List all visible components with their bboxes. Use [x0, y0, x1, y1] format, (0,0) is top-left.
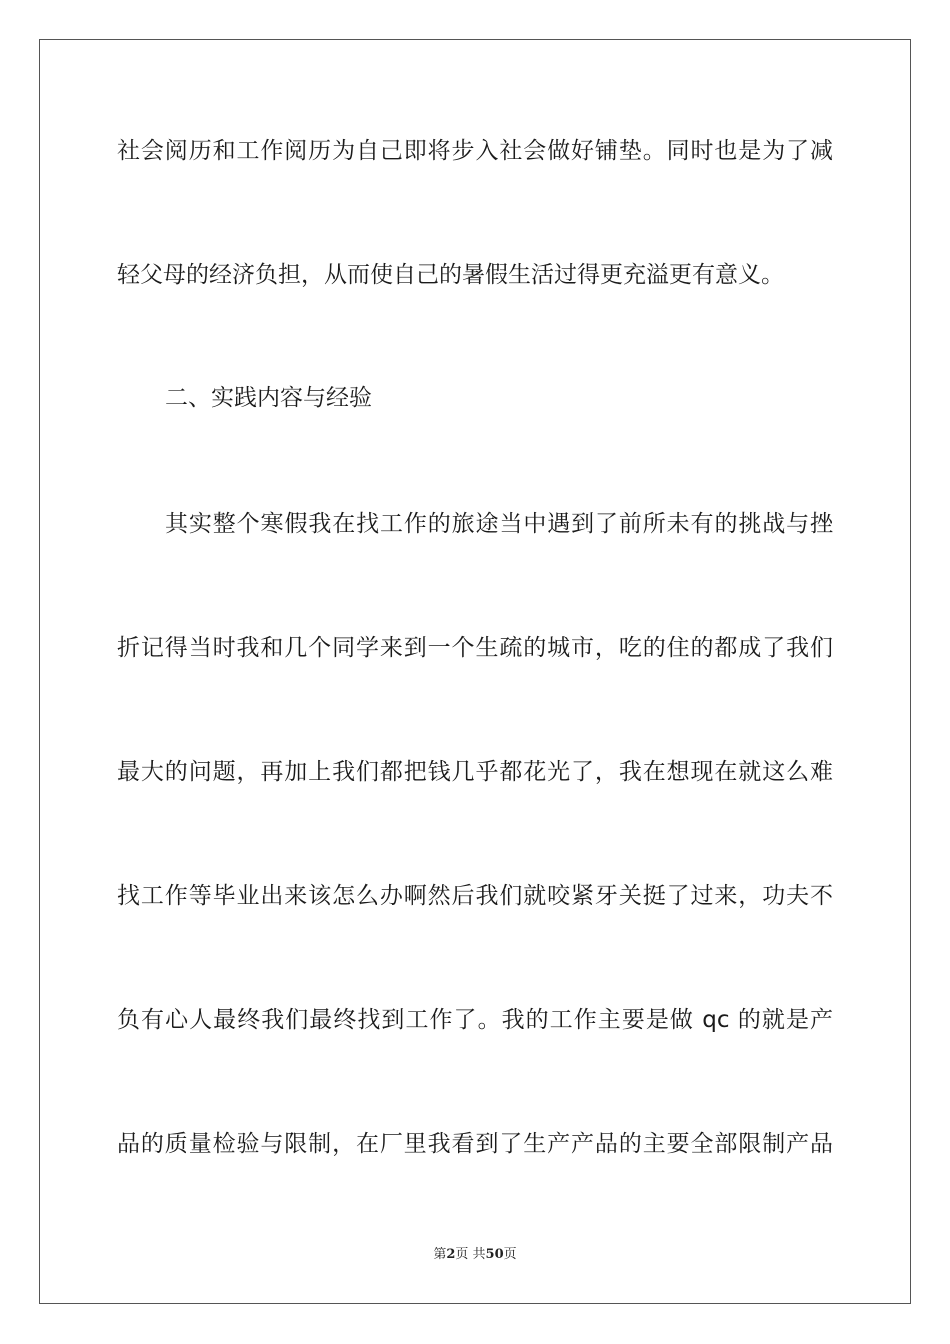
page-number-mid: 页 共: [455, 1247, 486, 1262]
body-text-line: 折记得当时我和几个同学来到一个生疏的城市，吃的住的都成了我们: [117, 635, 833, 661]
body-text-line: 负有心人最终我们最终找到工作了。我的工作主要是做 qc 的就是产: [117, 1007, 833, 1033]
page-border: [39, 39, 911, 1304]
body-text-line: 最大的问题，再加上我们都把钱几乎都花光了，我在想现在就这么难: [117, 759, 833, 785]
page-footer: [0, 1246, 950, 1264]
body-text-line: 社会阅历和工作阅历为自己即将步入社会做好铺垫。同时也是为了减: [117, 138, 833, 164]
body-text-line: 品的质量检验与限制，在厂里我看到了生产产品的主要全部限制产品: [117, 1131, 833, 1157]
page-number-prefix: 第: [433, 1247, 447, 1262]
total-page-count: 50: [485, 1247, 504, 1262]
current-page-number: 2: [446, 1247, 456, 1262]
body-text-line: 轻父母的经济负担，从而使自己的暑假生活过得更充溢更有意义。: [117, 262, 784, 288]
section-heading: 二、实践内容与经验: [165, 385, 372, 411]
page-number-suffix: 页: [503, 1247, 517, 1262]
body-text-line: 找工作等毕业出来该怎么办啊然后我们就咬紧牙关挺了过来，功夫不: [117, 883, 833, 909]
body-text-line: 其实整个寒假我在找工作的旅途当中遇到了前所未有的挑战与挫: [165, 511, 833, 537]
